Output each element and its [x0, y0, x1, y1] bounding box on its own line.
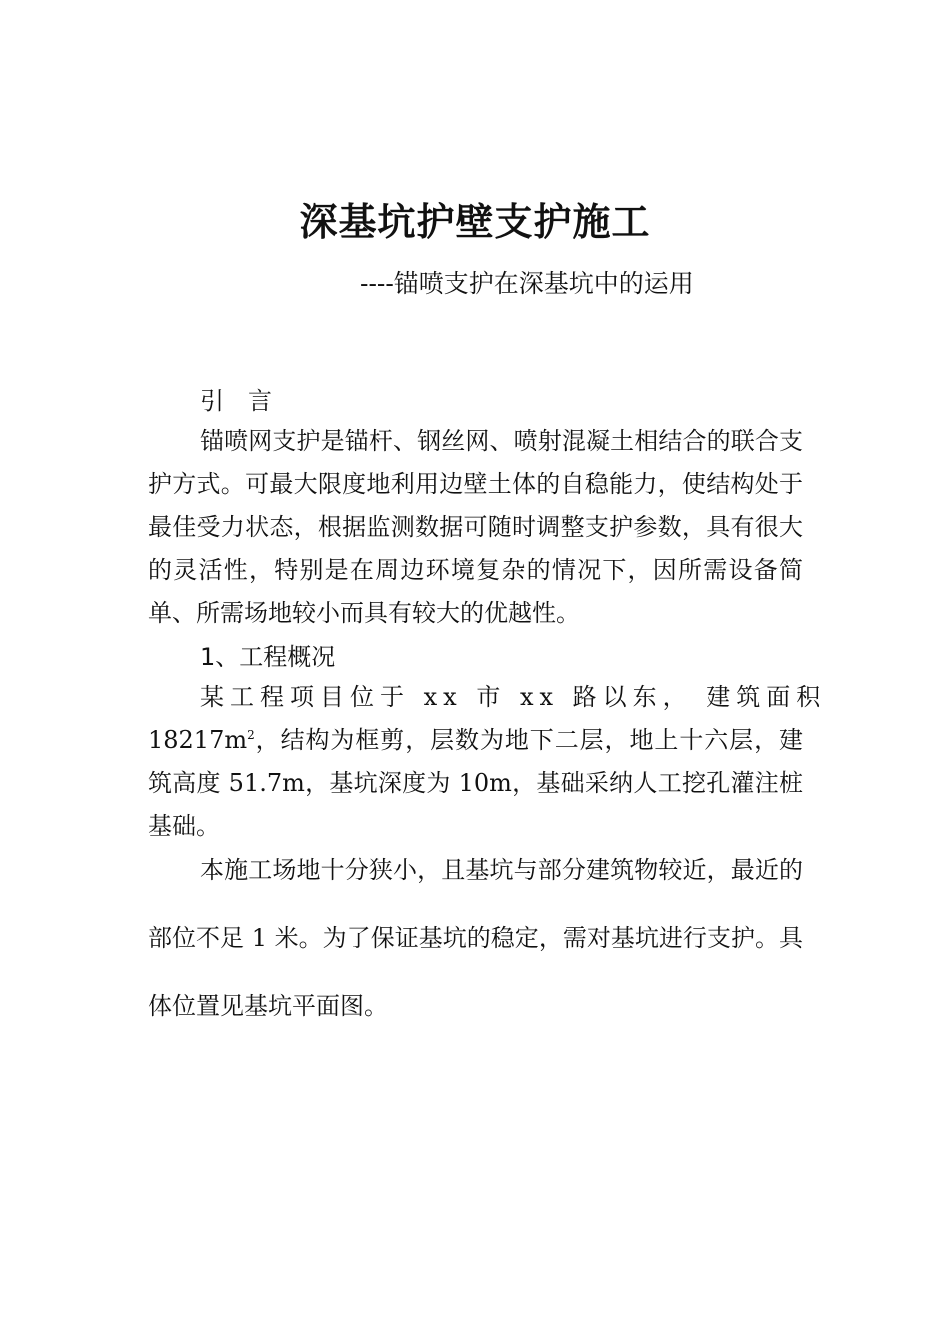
section1-heading: 1、工程概况: [200, 643, 336, 671]
intro-paragraph: 锚喷网支护是锚杆、钢丝网、喷射混凝土相结合的联合支护方式。可最大限度地利用边壁土体的自稳能力，使结构处于最佳受力状态，根据监测数据可随时调整支护参数，具有很大的灵活性，特别是在周边环境复杂的情况下，因所需设备简单、所需场地较小而具有较大的优越性。: [148, 427, 803, 627]
section1-para1-rest: ，结构为框剪，层数为地下二层，地上十六层，建筑高度 51.7m，基坑深度为 10m，基础采纳人工挖孔灌注桩基础。: [148, 726, 803, 840]
section1-paragraph-2: [148, 848, 803, 1040]
intro-heading: 引 言: [200, 387, 272, 415]
building-area-value: 18217m: [148, 726, 248, 754]
intro-section: [148, 420, 803, 635]
section1-para1-line1-text: 某工程项目位于 xx 市 xx 路以东， 建筑面积: [200, 683, 827, 711]
document-title: 深基坑护壁支护施工: [299, 199, 651, 244]
section1-para1-line1: [148, 676, 827, 719]
section1-para2-text: 本施工场地十分狭小，且基坑与部分建筑物较近，最近的部位不足 1 米。为了保证基坑的稳定，需对基坑进行支护。具体位置见基坑平面图。: [148, 856, 803, 1020]
document-subtitle: ----锚喷支护在深基坑中的运用: [360, 269, 694, 298]
section1-para1-body: [148, 719, 803, 848]
section1-paragraph-1: [148, 676, 827, 848]
area-unit-superscript: 2: [247, 728, 255, 742]
